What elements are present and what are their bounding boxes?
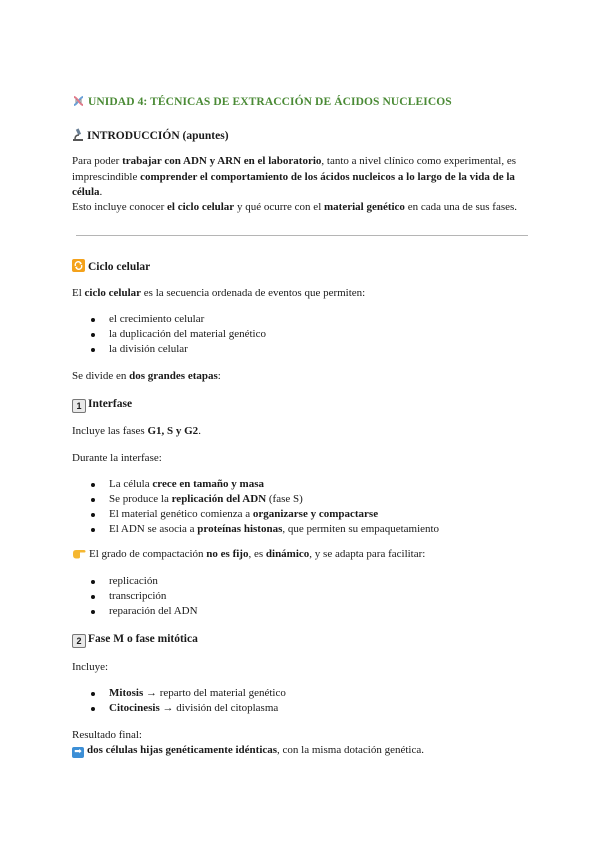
fase-m-incluye: Incluye:	[72, 661, 109, 673]
list-item: La célula crece en tamaño y masa	[72, 477, 439, 492]
ciclo-heading-text: Ciclo celular	[88, 261, 151, 273]
interfase-heading	[72, 398, 132, 413]
pointing-hand-icon	[72, 548, 86, 564]
number-one-icon: 1	[72, 399, 86, 413]
ciclo-definition: El ciclo celular es la secuencia ordenada de eventos que permiten:	[72, 287, 366, 299]
ciclo-divide: Se divide en dos grandes etapas:	[72, 370, 221, 382]
list-item: transcripción	[72, 589, 198, 604]
fase-m-heading	[72, 633, 198, 648]
list-item: la división celular	[72, 342, 266, 357]
ciclo-heading	[72, 259, 150, 275]
list-item: el crecimiento celular	[72, 312, 266, 327]
interfase-fases: Incluye las fases G1, S y G2.	[72, 425, 201, 437]
section-divider	[76, 235, 528, 236]
list-item: El ADN se asocia a proteínas histonas, que permiten su empaquetamiento	[72, 522, 439, 537]
intro-paragraph-2: Esto incluye conocer el ciclo celular y qué ocurre con el material genético en cada una de sus fases.	[72, 201, 518, 213]
resultado-label: Resultado final:	[72, 729, 142, 741]
list-item: El material genético comienza a organizarse y compactarse	[72, 507, 439, 522]
intro-heading-text: INTRODUCCIÓN (apuntes)	[87, 130, 229, 142]
list-item: replicación	[72, 574, 198, 589]
title-text: UNIDAD 4: TÉCNICAS DE EXTRACCIÓN DE ÁCIDOS NUCLEICOS	[88, 96, 452, 108]
facilita-list	[72, 574, 198, 619]
microscope-icon	[72, 128, 84, 144]
interfase-heading-text: Interfase	[88, 398, 133, 410]
document-title	[72, 95, 452, 110]
interfase-durante: Durante la interfase:	[72, 452, 162, 464]
list-item: Se produce la replicación del ADN (fase S)	[72, 492, 439, 507]
dna-icon	[72, 95, 85, 110]
resultado-final: ➡ dos células hijas genéticamente idénticas, con la misma dotación genética.	[72, 743, 424, 758]
list-item: Citocinesis → división del citoplasma	[72, 701, 286, 716]
cycle-arrows-icon	[72, 259, 85, 275]
ciclo-list	[72, 312, 266, 357]
number-two-icon: 2	[72, 634, 86, 648]
interfase-nota: El grado de compactación no es fijo, es dinámico, y se adapta para facilitar:	[72, 547, 425, 564]
interfase-list	[72, 477, 439, 537]
list-item: la duplicación del material genético	[72, 327, 266, 342]
fase-m-heading-text: Fase M o fase mitótica	[88, 633, 198, 645]
list-item: Mitosis → reparto del material genético	[72, 686, 286, 701]
right-arrow-icon: ➡	[72, 747, 84, 758]
fase-m-list	[72, 686, 286, 716]
list-item: reparación del ADN	[72, 604, 198, 619]
intro-heading	[72, 128, 229, 144]
intro-paragraph-1: Para poder trabajar con ADN y ARN en el laboratorio, tanto a nivel clínico como experimental, es imprescindible comprender el comportamiento de los ácidos nucleicos a lo largo de la vida de la célula.	[72, 155, 516, 198]
